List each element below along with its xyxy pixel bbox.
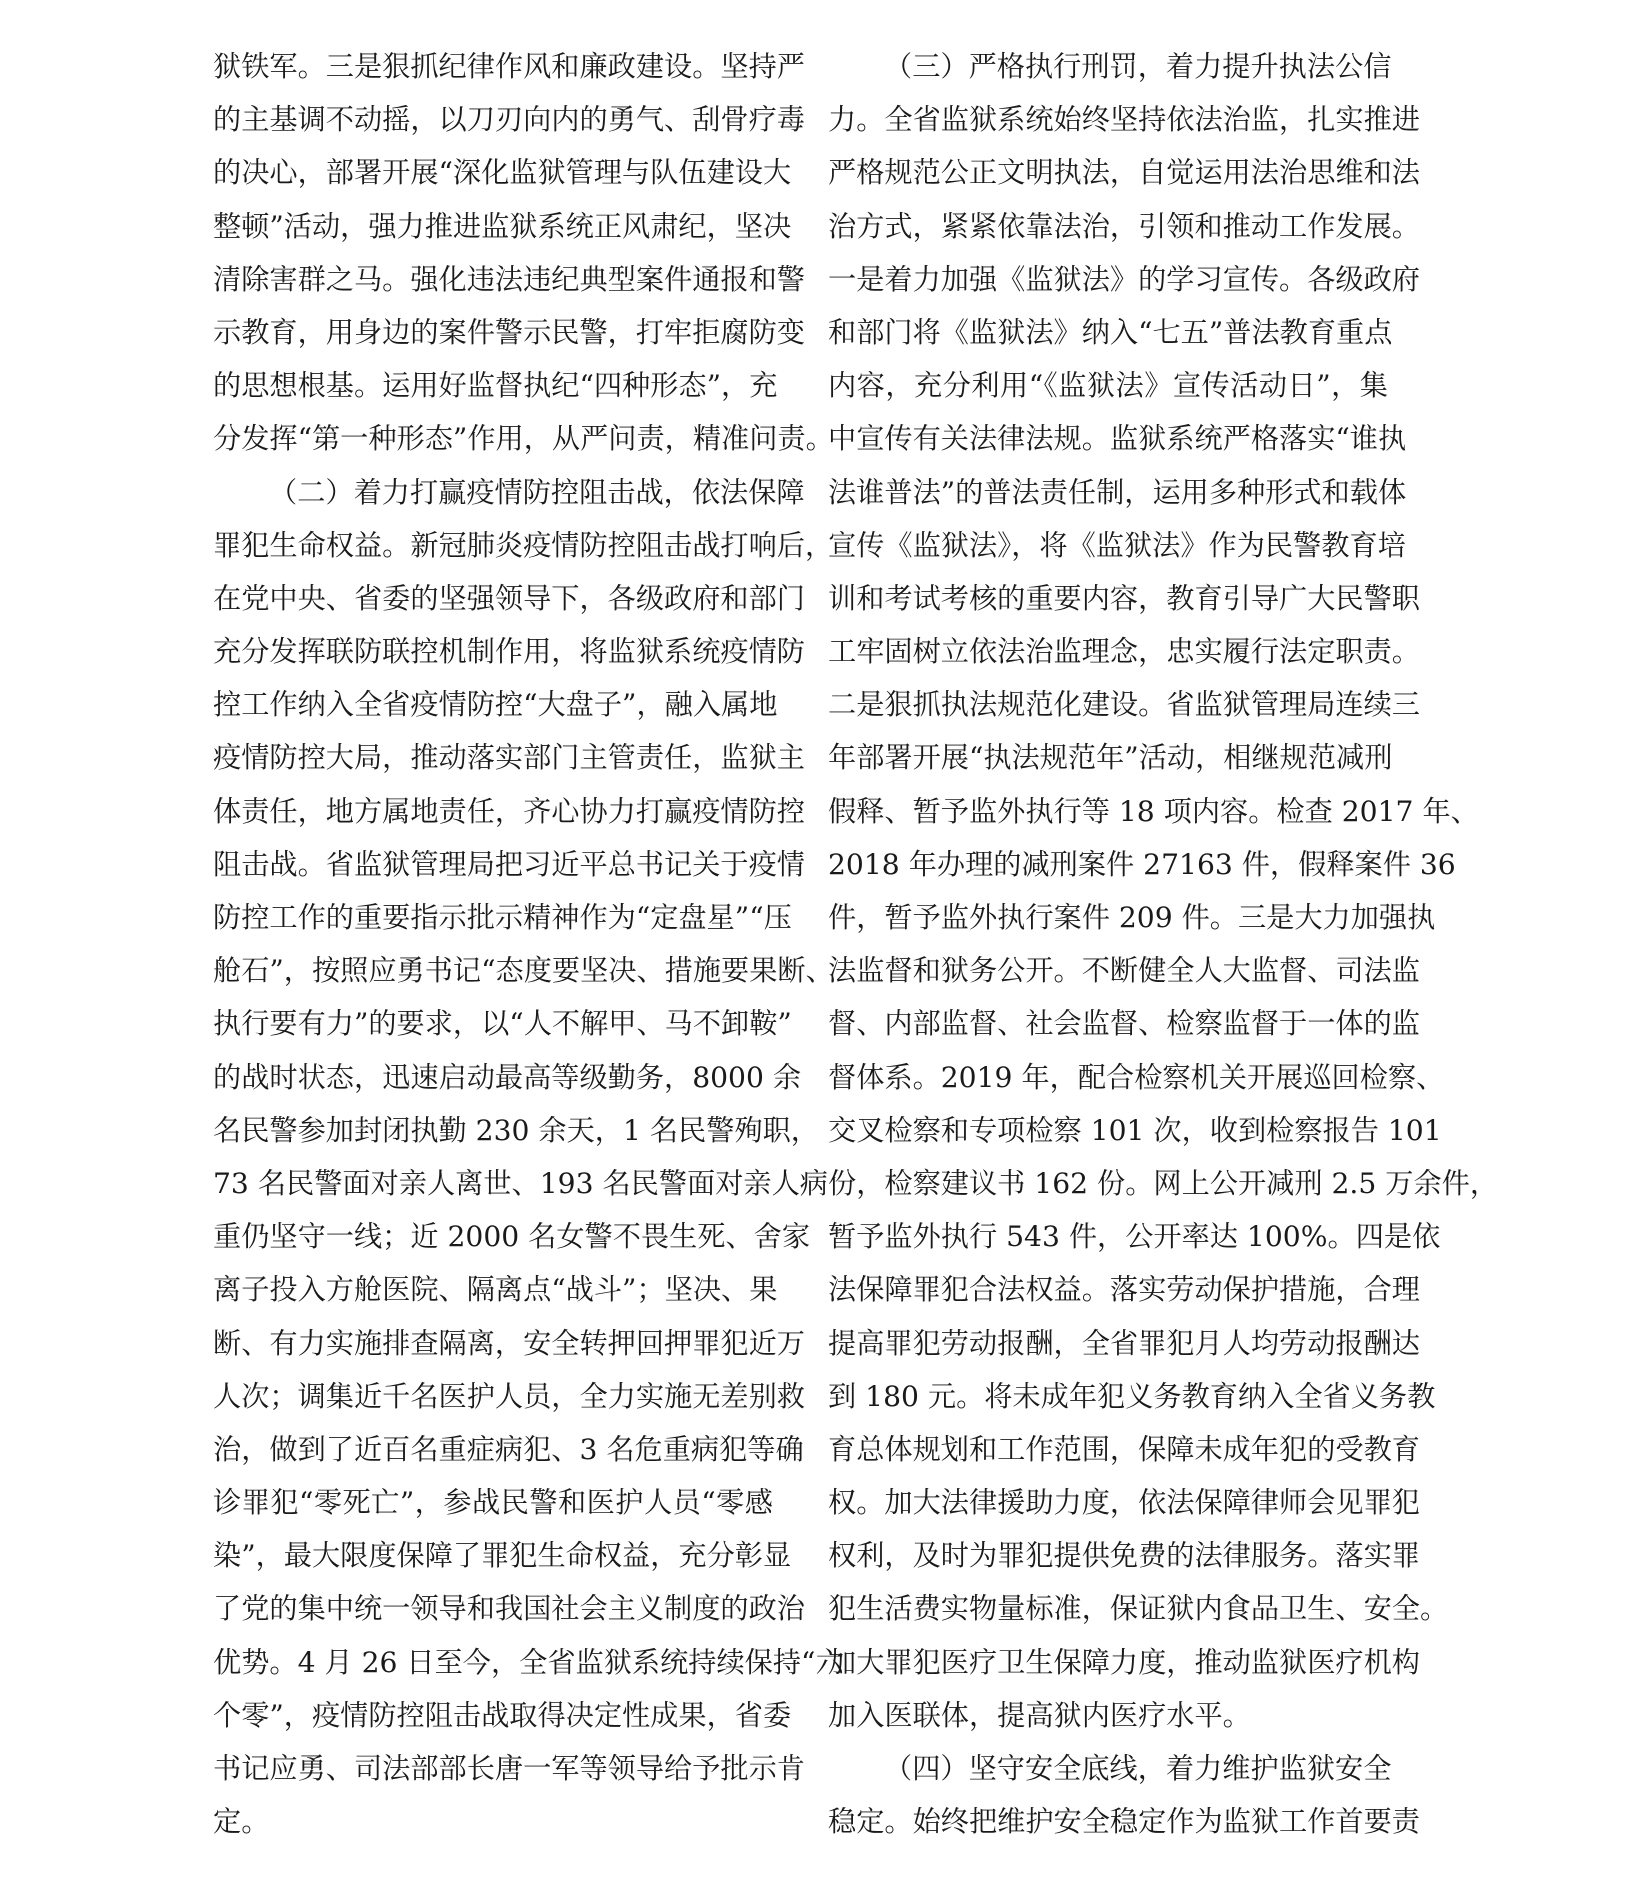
text-line: 清除害群之马。强化违法违纪典型案件通报和警 [213,262,805,296]
text-line: 了党的集中统一领导和我国社会主义制度的政治 [213,1592,805,1626]
text-line: 名民警参加封闭执勤 230 余天，1 名民警殉职， [213,1113,819,1147]
text-line: 定。 [213,1805,270,1839]
text-line: 件，暂予监外执行案件 209 件。三是大力加强执 [828,901,1436,934]
text-line: 诊罪犯“零死亡”，参战民警和医护人员“零感 [213,1486,773,1520]
text-line: （四）坚守安全底线，着力维护监狱安全 [884,1752,1392,1785]
text-line: 书记应勇、司法部部长唐一军等领导给予批示肯 [213,1752,805,1785]
text-line: 优势。4 月 26 日至今，全省监狱系统持续保持“六 [213,1645,844,1679]
text-line: 整顿”活动，强力推进监狱系统正风肃纪，坚决 [213,209,792,243]
text-line: 提高罪犯劳动报酬，全省罪犯月人均劳动报酬达 [828,1326,1420,1360]
text-line: 人次；调集近千名医护人员，全力实施无差别救 [213,1379,805,1413]
text-line: 73 名民警面对亲人离世、193 名民警面对亲人病 [213,1166,828,1200]
text-line: 治方式，紧紧依靠法治，引领和推动工作发展。 [828,209,1420,243]
text-line: 法保障罪犯合法权益。落实劳动保护措施，合理 [828,1273,1420,1307]
text-line: 一是着力加强《监狱法》的学习宣传。各级政府 [828,262,1420,296]
text-line: 治，做到了近百名重症病犯、3 名危重病犯等确 [213,1432,804,1466]
text-line: 假释、暂予监外执行等 18 项内容。检查 2017 年、 [828,794,1479,828]
text-line: 宣传《监狱法》，将《监狱法》作为民警教育培 [828,528,1406,562]
text-line: 犯生活费实物量标准，保证狱内食品卫生、安全。 [828,1592,1449,1626]
text-line: 法谁普法”的普法责任制，运用多种形式和载体 [828,475,1407,509]
text-line: 督、内部监督、社会监督、检察监督于一体的监 [828,1007,1420,1041]
text-line: 工牢固树立依法治监理念，忠实履行法定职责。 [828,635,1420,669]
text-line: （二）着力打赢疫情防控阻击战，依法保障 [269,475,805,509]
text-line: 控工作纳入全省疫情防控“大盘子”，融入属地 [213,688,778,722]
text-line: 执行要有力”的要求，以“人不解甲、马不卸鞍” [213,1007,792,1041]
text-line: 力。全省监狱系统始终坚持依法治监，扎实推进 [828,103,1420,137]
text-line: 暂予监外执行 543 件，公开率达 100%。四是依 [828,1220,1441,1254]
text-line: 2018 年办理的减刑案件 27163 件，假释案件 36 [828,847,1456,881]
text-line: 年部署开展“执法规范年”活动，相继规范减刑 [828,741,1393,775]
text-line: 育总体规划和工作范围，保障未成年犯的受教育 [828,1432,1420,1466]
text-line: 罪犯生命权益。新冠肺炎疫情防控阻击战打响后， [213,528,834,562]
text-line: 到 180 元。将未成年犯义务教育纳入全省义务教 [828,1379,1436,1413]
text-line: 加入医联体，提高狱内医疗水平。 [828,1698,1251,1732]
text-line: 交叉检察和专项检察 101 次，收到检察报告 101 [828,1113,1442,1147]
text-line: 稳定。始终把维护安全稳定作为监狱工作首要责 [828,1805,1420,1839]
text-line: 权。加大法律援助力度，依法保障律师会见罪犯 [828,1486,1420,1520]
text-line: 的决心，部署开展“深化监狱管理与队伍建设大 [213,156,792,190]
right-text-column [828,40,1499,1848]
text-line: 权利，及时为罪犯提供免费的法律服务。落实罪 [828,1539,1420,1573]
text-line: 训和考试考核的重要内容，教育引导广大民警职 [828,581,1420,615]
text-line: 狱铁军。三是狠抓纪律作风和廉政建设。坚持严 [213,50,805,83]
text-line: 断、有力实施排查隔离，安全转押回押罪犯近万 [213,1326,805,1360]
text-line: 在党中央、省委的坚强领导下，各级政府和部门 [213,581,805,615]
text-line: 个零”，疫情防控阻击战取得决定性成果，省委 [213,1698,792,1732]
text-line: 的主基调不动摇，以刀刃向内的勇气、刮骨疗毒 [213,103,805,137]
text-line: 防控工作的重要指示批示精神作为“定盘星”“压 [213,901,792,934]
text-line: 二是狠抓执法规范化建设。省监狱管理局连续三 [828,688,1420,722]
text-line: 舱石”，按照应勇书记“态度要坚决、措施要果断、 [213,954,834,988]
text-line: 中宣传有关法律法规。监狱系统严格落实“谁执 [828,422,1407,456]
text-line: 内容，充分利用“《监狱法》宣传活动日”，集 [828,369,1388,403]
text-line: 法监督和狱务公开。不断健全人大监督、司法监 [828,954,1420,988]
text-line: 重仍坚守一线；近 2000 名女警不畏生死、舍家 [213,1220,811,1254]
text-line: 督体系。2019 年，配合检察机关开展巡回检察、 [828,1060,1445,1094]
text-line: 充分发挥联防联控机制作用，将监狱系统疫情防 [213,635,805,669]
text-line: 疫情防控大局，推动落实部门主管责任，监狱主 [213,741,805,775]
text-line: 份，检察建议书 162 份。网上公开减刑 2.5 万余件， [828,1166,1499,1200]
text-line: 加大罪犯医疗卫生保障力度，推动监狱医疗机构 [828,1645,1420,1679]
text-line: 和部门将《监狱法》纳入“七五”普法教育重点 [828,315,1393,349]
text-line: 严格规范公正文明执法，自觉运用法治思维和法 [828,156,1420,190]
text-line: 的战时状态，迅速启动最高等级勤务，8000 余 [213,1060,802,1094]
text-line: 离子投入方舱医院、隔离点“战斗”；坚决、果 [213,1273,778,1307]
text-line: 的思想根基。运用好监督执纪“四种形态”，充 [213,369,778,403]
text-line: 示教育，用身边的案件警示民警，打牢拒腐防变 [213,315,805,349]
text-line: 分发挥“第一种形态”作用，从严问责，精准问责。 [213,422,834,456]
text-line: （三）严格执行刑罚，着力提升执法公信 [884,50,1392,83]
text-line: 体责任，地方属地责任，齐心协力打赢疫情防控 [213,794,805,828]
text-line: 染”，最大限度保障了罪犯生命权益，充分彰显 [213,1539,792,1573]
text-line: 阻击战。省监狱管理局把习近平总书记关于疫情 [213,847,805,881]
left-text-column [213,40,844,1848]
